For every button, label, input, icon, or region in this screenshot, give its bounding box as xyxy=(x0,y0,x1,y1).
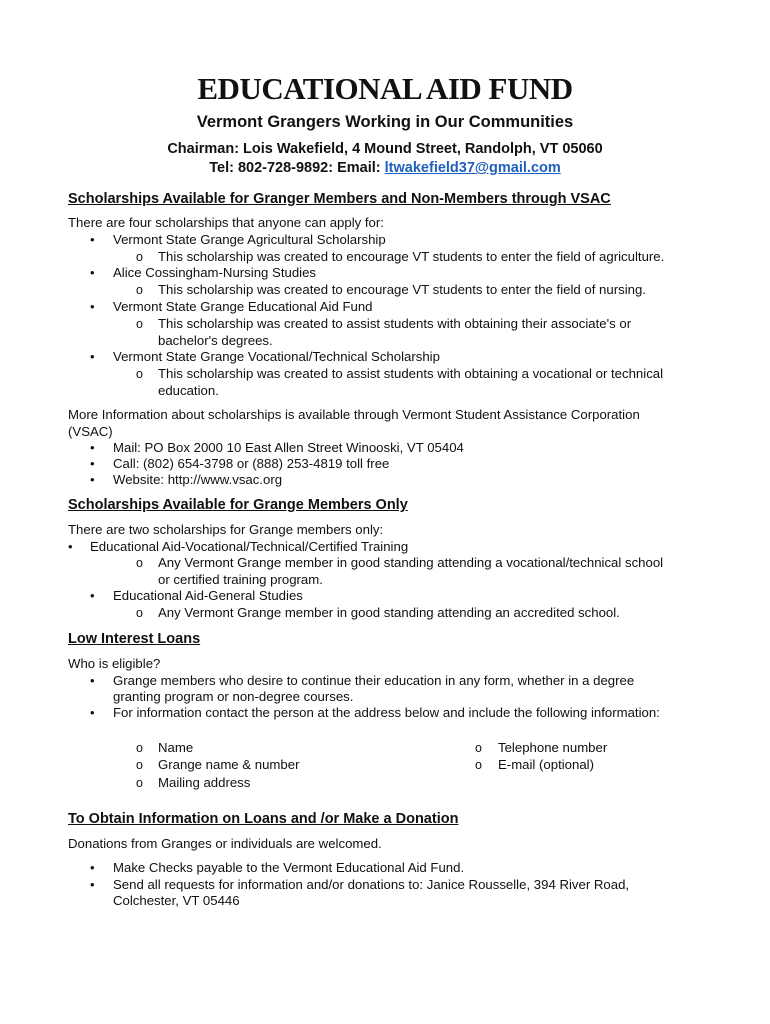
loan-eligibility: Grange members who desire to continue their education in any form, whether in a degree xyxy=(113,673,635,688)
section3-intro: Who is eligible? xyxy=(68,656,161,671)
section-heading-vsac: Scholarships Available for Granger Members and Non-Members through VSAC xyxy=(68,191,611,207)
sub-marker: o xyxy=(136,776,143,790)
section4-intro: Donations from Granges or individuals are welcomed. xyxy=(68,836,382,851)
donation-instruction: Colchester, VT 05446 xyxy=(113,893,240,908)
document-subtitle: Vermont Grangers Working in Our Communities xyxy=(196,113,574,131)
donation-instruction: Make Checks payable to the Vermont Educational Aid Fund. xyxy=(113,860,465,875)
vsac-mail: Mail: PO Box 2000 10 East Allen Street Winooski, VT 05404 xyxy=(113,440,464,455)
info-field: Telephone number xyxy=(498,740,608,755)
email-link[interactable]: ltwakefield37@gmail.com xyxy=(384,160,561,176)
sub-marker: o xyxy=(475,741,482,755)
sub-marker: o xyxy=(136,556,143,570)
bullet-marker: • xyxy=(68,539,73,554)
loan-contact-instructions: For information contact the person at the address below and include the following information: xyxy=(113,705,660,720)
sub-marker: o xyxy=(475,758,482,772)
members-item-desc: Any Vermont Grange member in good standing attending an accredited school. xyxy=(158,605,620,620)
donation-instruction: Send all requests for information and/or donations to: Janice Rousselle, 394 River Road, xyxy=(113,877,630,892)
bullet-marker: • xyxy=(90,877,95,892)
bullet-marker: • xyxy=(90,440,95,455)
scholarship-item-desc: This scholarship was created to assist students with obtaining their associate's or xyxy=(158,316,632,331)
info-field: Name xyxy=(158,740,194,755)
vsac-info: (VSAC) xyxy=(68,424,113,439)
sub-marker: o xyxy=(136,317,143,331)
members-item-title: Educational Aid-General Studies xyxy=(113,588,303,603)
document-title: EDUCATIONAL AID FUND xyxy=(197,71,573,106)
bullet-marker: • xyxy=(90,265,95,280)
info-field: Grange name & number xyxy=(158,757,300,772)
scholarship-item-title: Vermont State Grange Vocational/Technical Scholarship xyxy=(113,349,440,364)
sub-marker: o xyxy=(136,758,143,772)
section-heading-donations: To Obtain Information on Loans and /or Make a Donation xyxy=(68,811,459,827)
tel-text: Tel: 802-728-9892: Email: xyxy=(209,160,385,176)
bullet-marker: • xyxy=(90,456,95,471)
vsac-info: More Information about scholarships is available through Vermont Student Assistance Corporation xyxy=(68,407,640,422)
scholarship-item-title: Vermont State Grange Educational Aid Fund xyxy=(113,299,373,314)
bullet-marker: • xyxy=(90,705,95,720)
bullet-marker: • xyxy=(90,349,95,364)
contact-line xyxy=(0,160,770,176)
loan-eligibility: granting program or non-degree courses. xyxy=(113,689,354,704)
vsac-call: Call: (802) 654-3798 or (888) 253-4819 toll free xyxy=(113,456,390,471)
members-item-title: Educational Aid-Vocational/Technical/Certified Training xyxy=(90,539,409,554)
bullet-marker: • xyxy=(90,472,95,487)
scholarship-item-title: Vermont State Grange Agricultural Scholarship xyxy=(113,232,386,247)
info-field: E-mail (optional) xyxy=(498,757,595,772)
scholarship-item-title: Alice Cossingham-Nursing Studies xyxy=(113,265,317,280)
bullet-marker: • xyxy=(90,860,95,875)
sub-marker: o xyxy=(136,250,143,264)
scholarship-item-desc: This scholarship was created to encourage VT students to enter the field of agriculture. xyxy=(158,249,665,264)
section-heading-loans: Low Interest Loans xyxy=(68,631,201,647)
sub-marker: o xyxy=(136,367,143,381)
scholarship-item-desc: bachelor's degrees. xyxy=(158,333,273,348)
bullet-marker: • xyxy=(90,232,95,247)
scholarship-item-desc: This scholarship was created to assist students with obtaining a vocational or technical xyxy=(158,366,664,381)
bullet-marker: • xyxy=(90,673,95,688)
bullet-marker: • xyxy=(90,299,95,314)
bullet-marker: • xyxy=(90,588,95,603)
scholarship-item-desc: education. xyxy=(158,383,219,398)
sub-marker: o xyxy=(136,283,143,297)
section1-intro: There are four scholarships that anyone can apply for: xyxy=(68,215,384,230)
scholarship-item-desc: This scholarship was created to encourage VT students to enter the field of nursing. xyxy=(158,282,646,297)
info-field: Mailing address xyxy=(158,775,251,790)
section2-intro: There are two scholarships for Grange members only: xyxy=(68,522,384,537)
members-item-desc: Any Vermont Grange member in good standing attending a vocational/technical school xyxy=(158,555,664,570)
section-heading-members-only: Scholarships Available for Grange Members Only xyxy=(68,497,408,513)
sub-marker: o xyxy=(136,606,143,620)
members-item-desc: or certified training program. xyxy=(158,572,323,587)
chairman-line: Chairman: Lois Wakefield, 4 Mound Street, Randolph, VT 05060 xyxy=(167,141,603,157)
vsac-website: Website: http://www.vsac.org xyxy=(113,472,283,487)
sub-marker: o xyxy=(136,741,143,755)
